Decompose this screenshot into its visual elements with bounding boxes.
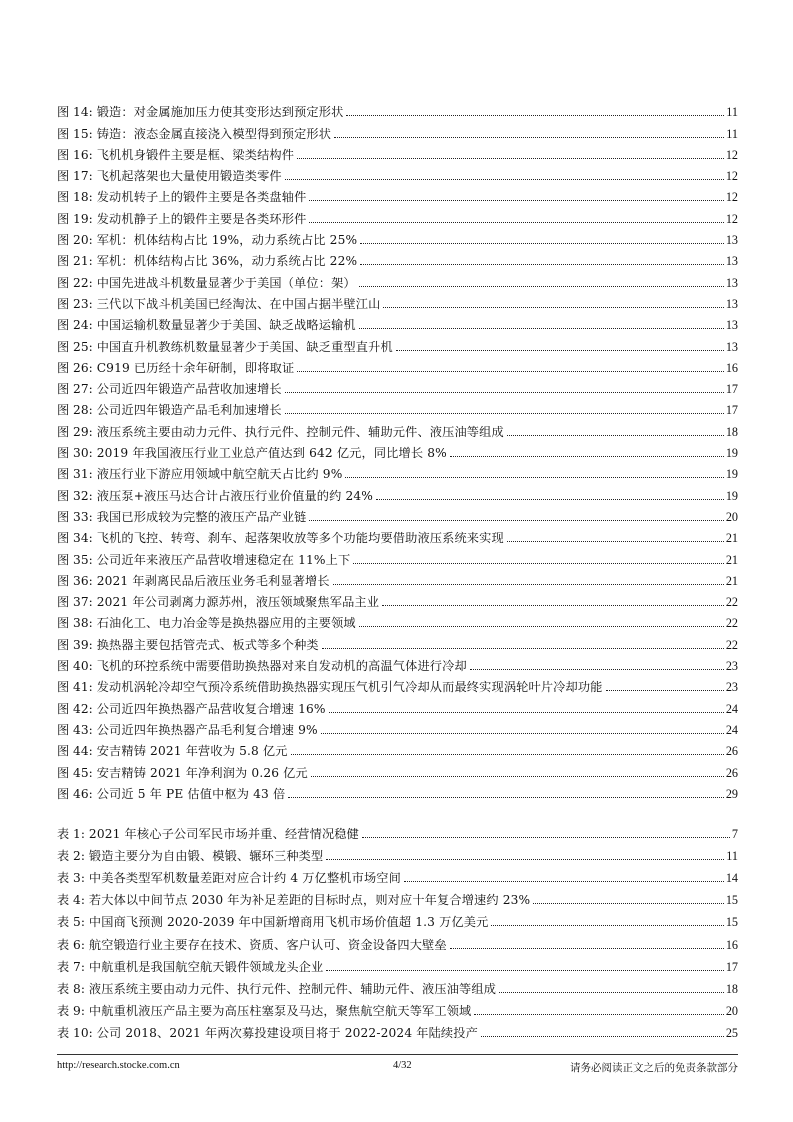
- entry-page: 17: [725, 382, 738, 397]
- entry-page: 26: [725, 744, 738, 759]
- dot-leader: [288, 797, 723, 798]
- entry-page: 22: [725, 616, 738, 631]
- entry-label: 表 6:: [57, 937, 85, 952]
- entry-page: 18: [725, 981, 738, 996]
- entry-label: 表 9:: [57, 1003, 85, 1018]
- entry-title: 安吉精铸 2021 年净利润为 0.26 亿元: [96, 765, 308, 780]
- entry-title: 中国直升机教练机数量显著少于美国、缺乏重型直升机: [96, 339, 393, 354]
- figure-entry[interactable]: [57, 716, 738, 737]
- dot-leader: [383, 307, 723, 308]
- dot-leader: [404, 881, 724, 882]
- table-entry[interactable]: [57, 929, 738, 951]
- entry-label: 图 24:: [57, 318, 93, 333]
- entry-title: 锻造主要分为自由锻、模锻、辗环三种类型: [88, 849, 324, 864]
- entry-page: 21: [725, 573, 738, 588]
- entry-title: 锻造：对金属施加压力使其变形达到预定形状: [96, 105, 344, 120]
- figure-entry[interactable]: [57, 268, 738, 289]
- entry-title: 中美各类型军机数量差距对应合计约 4 万亿整机市场空间: [88, 871, 401, 886]
- figure-entry[interactable]: [57, 396, 738, 417]
- entry-page: 23: [725, 680, 738, 695]
- dot-leader: [450, 456, 724, 457]
- dot-leader: [450, 948, 724, 949]
- entry-label: 图 36:: [57, 573, 93, 588]
- figure-entry[interactable]: [57, 354, 738, 375]
- entry-title: C919 已历经十余年研制，即将取证: [96, 360, 295, 375]
- entry-title: 军机：机体结构占比 36%，动力系统占比 22%: [96, 254, 358, 269]
- entry-title: 公司近四年锻造产品营收加速增长: [96, 382, 282, 397]
- entry-label: 图 44:: [57, 744, 93, 759]
- entry-label: 图 41:: [57, 680, 93, 695]
- dot-leader: [329, 712, 724, 713]
- entry-label: 图 22:: [57, 275, 93, 290]
- footer-url[interactable]: http://research.stocke.com.cn: [57, 1060, 180, 1071]
- entry-page: 12: [725, 147, 738, 162]
- entry-title: 飞机机身锻件主要是框、梁类结构件: [96, 147, 295, 162]
- entry-label: 表 8:: [57, 981, 85, 996]
- table-entry[interactable]: [57, 952, 738, 974]
- entry-page: 19: [725, 446, 738, 461]
- figure-entry[interactable]: [57, 652, 738, 673]
- table-list: [57, 819, 738, 1040]
- entry-label: 图 37:: [57, 595, 93, 610]
- entry-label: 图 17:: [57, 169, 93, 184]
- figure-entry[interactable]: [57, 311, 738, 332]
- dot-leader: [297, 158, 724, 159]
- entry-label: 图 46:: [57, 786, 93, 801]
- entry-title: 2021 年剥离民品后液压业务毛利显著增长: [96, 573, 330, 588]
- entry-label: 图 39:: [57, 637, 93, 652]
- entry-label: 图 29:: [57, 424, 93, 439]
- dot-leader: [470, 669, 724, 670]
- dot-leader: [346, 115, 724, 116]
- entry-label: 表 10:: [57, 1025, 93, 1040]
- entry-page: 11: [726, 105, 738, 120]
- entry-title: 中航重机是我国航空航天锻件领域龙头企业: [88, 959, 324, 974]
- figure-entry[interactable]: [57, 226, 738, 247]
- entry-label: 图 33:: [57, 509, 93, 524]
- entry-page: 26: [725, 765, 738, 780]
- dot-leader: [333, 584, 724, 585]
- entry-title: 2021 年公司剥离力源苏州，液压领域聚焦军品主业: [96, 595, 380, 610]
- dot-leader: [285, 413, 724, 414]
- page-footer: [57, 1054, 738, 1074]
- entry-page: 12: [725, 211, 738, 226]
- dot-leader: [481, 1036, 724, 1037]
- entry-label: 图 28:: [57, 403, 93, 418]
- dot-leader: [396, 350, 724, 351]
- dot-leader: [533, 903, 724, 904]
- entry-page: 7: [731, 827, 738, 842]
- entry-title: 三代以下战斗机美国已经淘汰、在中国占据半壁江山: [96, 296, 381, 311]
- dot-leader: [359, 328, 724, 329]
- entry-page: 19: [725, 488, 738, 503]
- dot-leader: [359, 626, 724, 627]
- entry-label: 表 5:: [57, 915, 85, 930]
- entry-label: 图 18:: [57, 190, 93, 205]
- entry-page: 14: [725, 871, 738, 886]
- entry-label: 图 23:: [57, 296, 93, 311]
- figure-entry[interactable]: [57, 737, 738, 758]
- dot-leader: [499, 992, 724, 993]
- entry-page: 21: [725, 531, 738, 546]
- dot-leader: [359, 286, 724, 287]
- dot-leader: [507, 541, 724, 542]
- dot-leader: [353, 563, 723, 564]
- entry-page: 29: [725, 786, 738, 801]
- dot-leader: [321, 733, 724, 734]
- figure-entry[interactable]: [57, 630, 738, 651]
- entry-label: 图 40:: [57, 659, 93, 674]
- dot-leader: [491, 925, 723, 926]
- entry-page: 11: [726, 126, 738, 141]
- entry-title: 中国运输机数量显著少于美国、缺乏战略运输机: [96, 318, 356, 333]
- figure-entry[interactable]: [57, 481, 738, 502]
- entry-page: 16: [725, 360, 738, 375]
- figure-entry[interactable]: [57, 417, 738, 438]
- dot-leader: [360, 243, 724, 244]
- figure-entry[interactable]: [57, 524, 738, 545]
- entry-page: 20: [725, 509, 738, 524]
- entry-page: 13: [725, 318, 738, 333]
- entry-title: 我国已形成较为完整的液压产品产业链: [96, 509, 307, 524]
- entry-page: 13: [725, 275, 738, 290]
- entry-title: 液压系统主要由动力元件、执行元件、控制元件、辅助元件、液压油等组成: [88, 981, 497, 996]
- entry-page: 16: [725, 937, 738, 952]
- entry-page: 22: [725, 637, 738, 652]
- entry-label: 图 38:: [57, 616, 93, 631]
- dot-leader: [334, 137, 724, 138]
- dot-leader: [309, 200, 723, 201]
- dot-leader: [322, 648, 724, 649]
- dot-leader: [311, 776, 724, 777]
- figure-entry[interactable]: [57, 567, 738, 588]
- table-entry[interactable]: [57, 885, 738, 907]
- figure-entry[interactable]: [57, 694, 738, 715]
- entry-page: 17: [725, 959, 738, 974]
- entry-title: 中国先进战斗机数量显著少于美国（单位：架）: [96, 275, 356, 290]
- dot-leader: [474, 1014, 723, 1015]
- figure-entry[interactable]: [57, 545, 738, 566]
- entry-title: 2019 年我国液压行业工业总产值达到 642 亿元，同比增长 8%: [96, 446, 447, 461]
- entry-label: 图 19:: [57, 211, 93, 226]
- entry-page: 17: [725, 403, 738, 418]
- entry-label: 图 32:: [57, 488, 93, 503]
- table-entry[interactable]: [57, 841, 738, 863]
- entry-label: 表 2:: [57, 849, 85, 864]
- entry-page: 24: [725, 701, 738, 716]
- figure-entry[interactable]: [57, 460, 738, 481]
- entry-label: 表 3:: [57, 871, 85, 886]
- entry-title: 中航重机液压产品主要为高压柱塞泵及马达，聚焦航空航天等军工领域: [88, 1003, 472, 1018]
- figure-entry[interactable]: [57, 673, 738, 694]
- dot-leader: [360, 264, 724, 265]
- entry-label: 图 15:: [57, 126, 93, 141]
- entry-label: 图 45:: [57, 765, 93, 780]
- figure-entry[interactable]: [57, 141, 738, 162]
- table-entry[interactable]: [57, 863, 738, 885]
- entry-title: 军机：机体结构占比 19%，动力系统占比 25%: [96, 233, 358, 248]
- entry-title: 发动机涡轮冷却空气预冷系统借助换热器实现压气机引气冷却从而最终实现涡轮叶片冷却功能: [96, 680, 603, 695]
- entry-label: 图 34:: [57, 531, 93, 546]
- table-entry[interactable]: [57, 974, 738, 996]
- entry-label: 图 16:: [57, 147, 93, 162]
- dot-leader: [376, 499, 724, 500]
- entry-label: 图 35:: [57, 552, 93, 567]
- figure-entry[interactable]: [57, 780, 738, 801]
- figure-entry[interactable]: [57, 503, 738, 524]
- entry-page: 13: [725, 233, 738, 248]
- entry-title: 若大体以中间节点 2030 年为补足差距的目标时点，则对应十年复合增速约 23%: [88, 893, 531, 908]
- entry-page: 18: [725, 424, 738, 439]
- dot-leader: [285, 392, 724, 393]
- entry-label: 图 21:: [57, 254, 93, 269]
- entry-title: 飞机的环控系统中需要借助换热器对来自发动机的高温气体进行冷却: [96, 659, 467, 674]
- entry-label: 图 20:: [57, 233, 93, 248]
- table-entry[interactable]: [57, 907, 738, 929]
- figure-entry[interactable]: [57, 183, 738, 204]
- entry-page: 15: [725, 915, 738, 930]
- entry-title: 航空锻造行业主要存在技术、资质、客户认可、资金设备四大壁垒: [88, 937, 447, 952]
- footer-disclaimer: 请务必阅读正文之后的免责条款部分: [570, 1062, 738, 1074]
- entry-page: 19: [725, 467, 738, 482]
- figure-entry[interactable]: [57, 439, 738, 460]
- entry-title: 中国商飞预测 2020-2039 年中国新增商用飞机市场价值超 1.3 万亿美元: [88, 915, 489, 930]
- entry-page: 13: [725, 339, 738, 354]
- entry-title: 公司 2018、2021 年两次募投建设项目将于 2022-2024 年陆续投产: [96, 1025, 478, 1040]
- entry-label: 图 31:: [57, 467, 93, 482]
- entry-label: 图 27:: [57, 382, 93, 397]
- table-entry[interactable]: [57, 1018, 738, 1040]
- entry-title: 换热器主要包括管壳式、板式等多个种类: [96, 637, 319, 652]
- entry-label: 表 7:: [57, 959, 85, 974]
- entry-title: 公司近四年锻造产品毛利加速增长: [96, 403, 282, 418]
- dot-leader: [326, 970, 723, 971]
- figure-entry[interactable]: [57, 204, 738, 225]
- dot-leader: [606, 690, 724, 691]
- entry-title: 安吉精铸 2021 年营收为 5.8 亿元: [96, 744, 288, 759]
- entry-label: 图 14:: [57, 105, 93, 120]
- entry-title: 飞机起落架也大量使用锻造类零件: [96, 169, 282, 184]
- entry-label: 表 1:: [57, 827, 85, 842]
- figure-entry[interactable]: [57, 375, 738, 396]
- entry-title: 石油化工、电力冶金等是换热器应用的主要领域: [96, 616, 356, 631]
- entry-page: 12: [725, 169, 738, 184]
- figure-entry[interactable]: [57, 98, 738, 119]
- entry-title: 公司近 5 年 PE 估值中枢为 43 倍: [96, 786, 286, 801]
- figure-list: [57, 98, 738, 801]
- dot-leader: [326, 859, 724, 860]
- dot-leader: [297, 371, 724, 372]
- figure-entry[interactable]: [57, 332, 738, 353]
- entry-title: 2021 年核心子公司军民市场并重、经营情况稳健: [88, 827, 359, 842]
- figure-entry[interactable]: [57, 609, 738, 630]
- entry-title: 发动机转子上的锻件主要是各类盘轴件: [96, 190, 307, 205]
- figure-entry[interactable]: [57, 162, 738, 183]
- entry-title: 公司近四年换热器产品营收复合增速 16%: [96, 701, 326, 716]
- entry-page: 15: [725, 893, 738, 908]
- entry-page: 22: [725, 595, 738, 610]
- table-entry[interactable]: [57, 996, 738, 1018]
- entry-page: 11: [726, 849, 738, 864]
- entry-page: 23: [725, 659, 738, 674]
- dot-leader: [362, 837, 730, 838]
- entry-title: 公司近年来液压产品营收增速稳定在 11%上下: [96, 552, 351, 567]
- figure-entry[interactable]: [57, 588, 738, 609]
- entry-title: 公司近四年换热器产品毛利复合增速 9%: [96, 722, 318, 737]
- dot-leader: [309, 520, 723, 521]
- table-entry[interactable]: [57, 819, 738, 841]
- footer-page-number: 4/32: [393, 1060, 412, 1071]
- figure-entry[interactable]: [57, 290, 738, 311]
- entry-page: 24: [725, 722, 738, 737]
- entry-label: 表 4:: [57, 893, 85, 908]
- entry-page: 21: [725, 552, 738, 567]
- entry-label: 图 30:: [57, 446, 93, 461]
- dot-leader: [507, 435, 724, 436]
- entry-title: 液压泵+液压马达合计占液压行业价值量的约 24%: [96, 488, 374, 503]
- entry-page: 12: [725, 190, 738, 205]
- dot-leader: [382, 605, 724, 606]
- dot-leader: [285, 179, 724, 180]
- entry-label: 图 42:: [57, 701, 93, 716]
- entry-title: 发动机静子上的锻件主要是各类环形件: [96, 211, 307, 226]
- figure-entry[interactable]: [57, 119, 738, 140]
- dot-leader: [309, 222, 723, 223]
- figure-entry[interactable]: [57, 758, 738, 779]
- entry-title: 液压系统主要由动力元件、执行元件、控制元件、辅助元件、液压油等组成: [96, 424, 504, 439]
- entry-page: 25: [725, 1025, 738, 1040]
- entry-title: 液压行业下游应用领域中航空航天占比约 9%: [96, 467, 343, 482]
- entry-page: 20: [725, 1003, 738, 1018]
- entry-label: 图 25:: [57, 339, 93, 354]
- entry-label: 图 26:: [57, 360, 93, 375]
- entry-title: 飞机的飞控、转弯、刹车、起落架收放等多个功能均要借助液压系统来实现: [96, 531, 504, 546]
- figure-entry[interactable]: [57, 247, 738, 268]
- entry-page: 13: [725, 296, 738, 311]
- entry-label: 图 43:: [57, 722, 93, 737]
- entry-title: 铸造：液态金属直接浇入模型得到预定形状: [96, 126, 332, 141]
- dot-leader: [345, 477, 723, 478]
- entry-page: 13: [725, 254, 738, 269]
- dot-leader: [291, 754, 724, 755]
